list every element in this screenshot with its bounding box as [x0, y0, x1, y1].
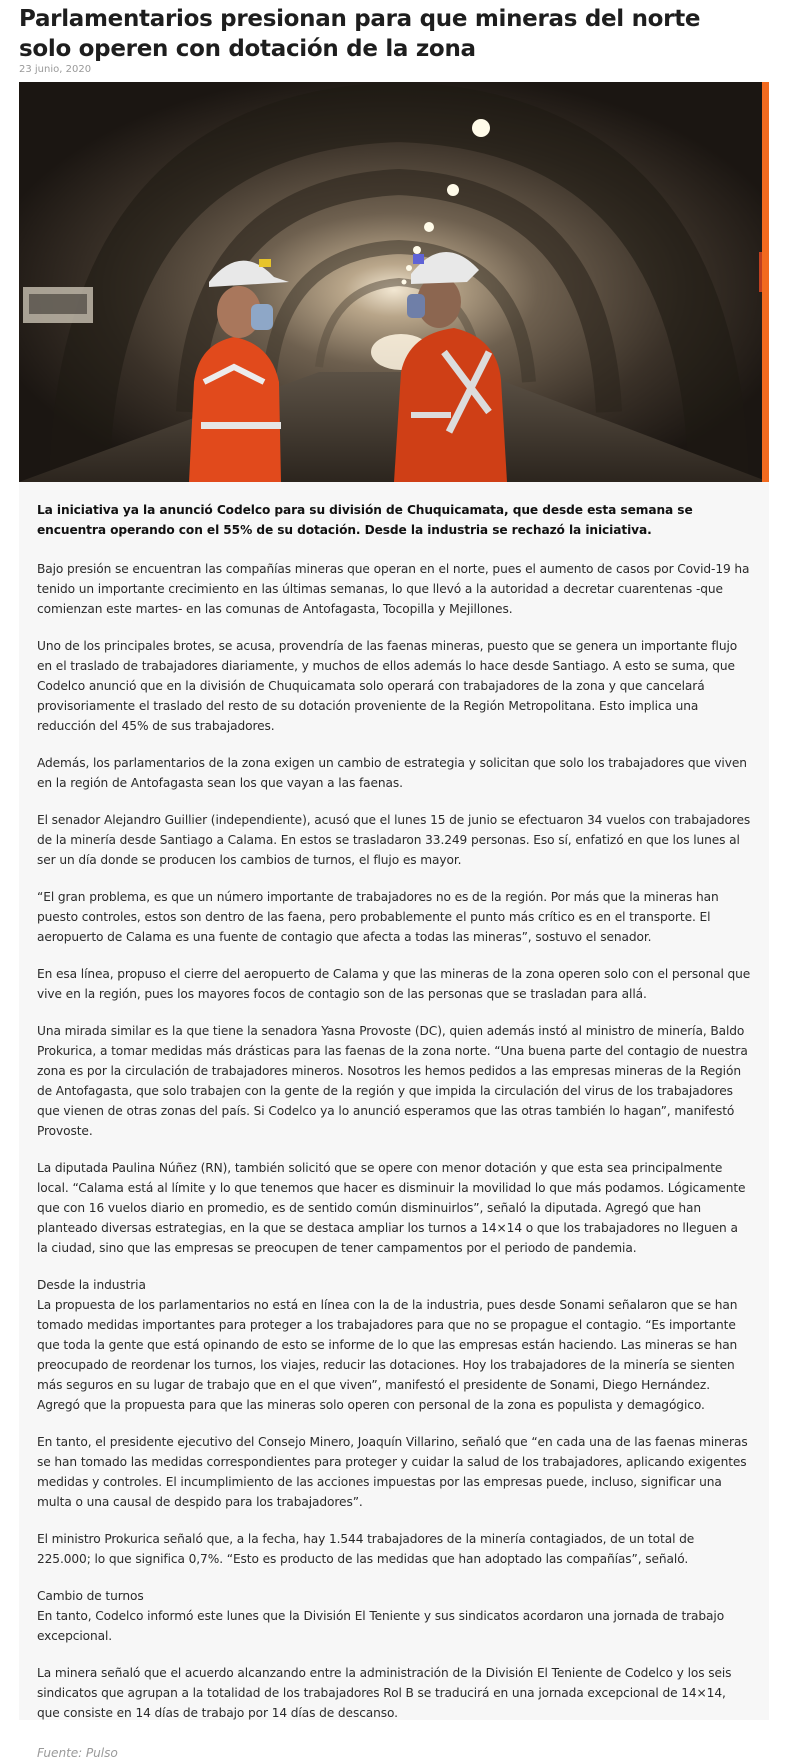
paragraph: El ministro Prokurica señaló que, a la fecha, hay 1.544 trabajadores de la minería contagiados, de un total de 225.000; lo que significa 0,7%. “Esto es producto de las medidas que han adoptado las compañías”, señaló.	[37, 1532, 695, 1566]
accent-bar	[762, 82, 769, 482]
article-body	[19, 482, 769, 1760]
paragraph-closing: La minera señaló que el acuerdo alcanzando entre la administración de la División El Teniente de Codelco y los seis sindicatos que agrupan a la totalidad de los trabajadores Rol B se traducirá en una jornada excepcional de 14×14, que consiste en 14 días de trabajo por 14 días de descanso.	[37, 1666, 732, 1720]
section-text-industry: La propuesta de los parlamentarios no está en línea con la de la industria, pues desde Sonami señalaron que se han tomado medidas importantes para proteger a los trabajadores para que no se propague el contagio. “Es importante que toda la gente que está opinando de esto se informe de lo que las empresas están haciendo. Las mineras se han preocupado de reordenar los turnos, los viajes, reducir las dotaciones. Hoy los trabajadores de la minería se sienten más seguros en su lugar de trabajo que en el que viven”, manifestó el presidente de Sonami, Diego Hernández. Agregó que la propuesta para que las mineras solo operen con personal de la zona es populista y demagógico.	[37, 1298, 738, 1412]
section-shifts	[37, 1586, 751, 1646]
paragraph: Además, los parlamentarios de la zona exigen un cambio de estrategia y solicitan que solo los trabajadores que viven en la región de Antofagasta sean los que vayan a las faenas.	[37, 756, 747, 790]
article-title: Parlamentarios presionan para que mineras del norte solo operen con dotación de la zona	[19, 6, 701, 62]
paragraph: Una mirada similar es la que tiene la senadora Yasna Provoste (DC), quien además instó al ministro de minería, Baldo Prokurica, a tomar medidas más drásticas para las faenas de la zona norte. “Una buena parte del contagio de nuestra zona es por la circulación de trabajadores mineros. Nosotros les hemos pedidos a las empresas mineras de la Región de Antofagasta, que solo trabajen con la gente de la región y que impida la circulación del virus de los trabajadores que vienen de otras zonas del país. Si Codelco ya lo anunció esperamos que las otras también lo hagan”, manifestó Provoste.	[37, 1024, 748, 1138]
article-date: 23 junio, 2020	[19, 64, 92, 75]
section-heading-shifts: Cambio de turnos	[37, 1589, 144, 1603]
paragraph: La diputada Paulina Núñez (RN), también solicitó que se opere con menor dotación y que esta sea principalmente local. “Calama está al límite y lo que tenemos que hacer es disminuir la movilidad lo que más podamos. Lógicamente que con 16 vuelos diario en promedio, es de sentido común disminuirlos”, señaló la diputada. Agregó que han planteado diversas estrategias, en la que se destaca ampliar los turnos a 14×14 o que los trabajadores no lleguen a la ciudad, sino que las empresas se preocupen de tener campamentos por el periodo de pandemia.	[37, 1161, 746, 1255]
paragraph: Uno de los principales brotes, se acusa, provendría de las faenas mineras, puesto que se genera un importante flujo en el traslado de trabajadores diariamente, y muchos de ellos además lo hace desde Santiago. A esto se suma, que Codelco anunció que en la división de Chuquicamata solo operará con trabajadores de la zona y que cancelará provisoriamente el traslado del resto de su dotación proveniente de la Región Metropolitana. Esto implica una reducción del 45% de sus trabajadores.	[37, 639, 738, 733]
article-source: Fuente: Pulso	[37, 1746, 118, 1760]
paragraph: Bajo presión se encuentran las compañías mineras que operan en el norte, pues el aumento de casos por Covid-19 ha tenido un importante crecimiento en las últimas semanas, lo que llevó a la autoridad a decretar cuarentenas -que comienzan este martes- en las comunas de Antofagasta, Tocopilla y Mejillones.	[37, 562, 750, 616]
paragraph: El senador Alejandro Guillier (independiente), acusó que el lunes 15 de junio se efectuaron 34 vuelos con trabajadores de la minería desde Santiago a Calama. En estos se trasladaron 33.249 personas. Eso sí, enfatizó en que los lunes al ser un día donde se producen los cambios de turnos, el flujo es mayor.	[37, 813, 751, 867]
section-text-shifts: En tanto, Codelco informó este lunes que la División El Teniente y sus sindicatos acordaron una jornada de trabajo excepcional.	[37, 1609, 725, 1643]
section-industry	[37, 1275, 751, 1415]
mine-tunnel-photo	[19, 82, 769, 482]
paragraph: En tanto, el presidente ejecutivo del Consejo Minero, Joaquín Villarino, señaló que “en cada una de las faenas mineras se han tomado las medidas correspondientes para proteger y cuidar la salud de los trabajadores, aplicando exigentes medidas y controles. El incumplimiento de las acciones impuestas por las empresas puede, incluso, significar una multa o una causal de despido para los trabajadores”.	[37, 1435, 748, 1509]
paragraph: “El gran problema, es que un número importante de trabajadores no es de la región. Por más que la mineras han puesto controles, estos son dentro de las faena, pero probablemente el punto más crítico es en el transporte. El aeropuerto de Calama es una fuente de contagio que afecta a todas las mineras”, sostuvo el senador.	[37, 890, 719, 944]
hero-image	[19, 82, 769, 482]
section-heading-industry: Desde la industria	[37, 1278, 146, 1292]
paragraph: En esa línea, propuso el cierre del aeropuerto de Calama y que las mineras de la zona operen solo con el personal que vive en la región, pues los mayores focos de contagio son de las personas que se trasladan para allá.	[37, 967, 751, 1001]
article-lead: La iniciativa ya la anunció Codelco para su división de Chuquicamata, que desde esta semana se encuentra operando con el 55% de su dotación. Desde la industria se rechazó la iniciativa.	[37, 503, 693, 537]
